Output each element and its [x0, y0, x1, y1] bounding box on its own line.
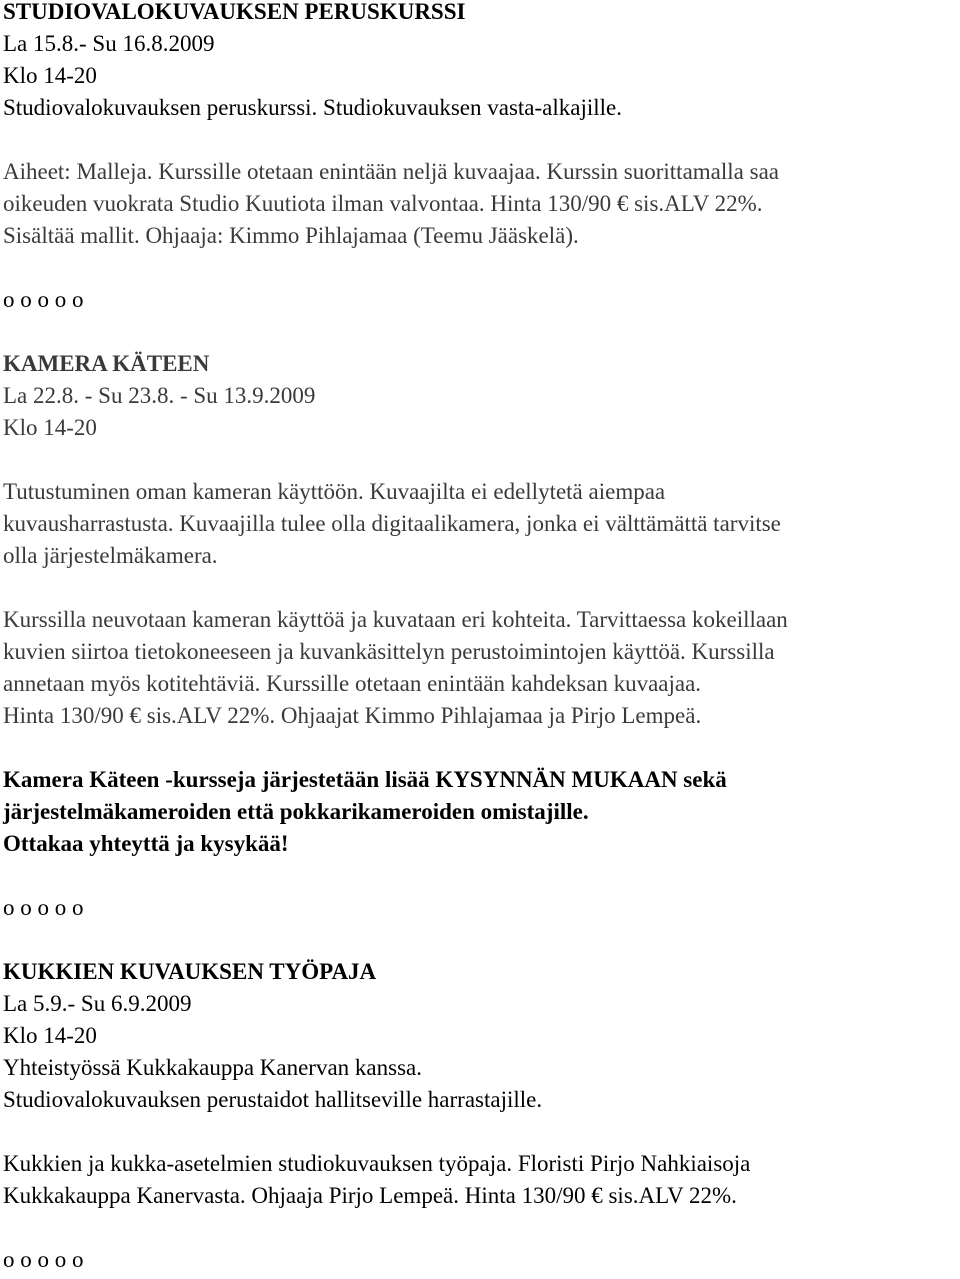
course-description-line: olla järjestelmäkamera. — [3, 543, 218, 568]
course-description-line: Aiheet: Malleja. Kurssille otetaan enintään neljä kuvaajaa. Kurssin suorittamalla saa — [3, 159, 779, 184]
course-camera-in-hand — [3, 348, 958, 860]
section-separator: o o o o o — [3, 287, 84, 312]
course-time: Klo 14-20 — [3, 1023, 97, 1048]
course-notice-line: järjestelmäkameroiden että pokkarikameroiden omistajille. — [3, 799, 589, 824]
course-description-line: Tutustuminen oman kameran käyttöön. Kuvaajilta ei edellytetä aiempaa — [3, 479, 666, 504]
course-dates: La 5.9.- Su 6.9.2009 — [3, 991, 192, 1016]
course-time: Klo 14-20 — [3, 63, 97, 88]
section-separator: o o o o o — [3, 1247, 84, 1272]
course-flower-photography-workshop — [3, 956, 958, 1212]
section-separator: o o o o o — [3, 895, 84, 920]
course-dates: La 15.8.- Su 16.8.2009 — [3, 31, 215, 56]
course-description-line: Kukkien ja kukka-asetelmien studiokuvauksen työpaja. Floristi Pirjo Nahkiaisoja — [3, 1151, 751, 1176]
course-intro: Studiovalokuvauksen peruskurssi. Studiokuvauksen vasta-alkajille. — [3, 95, 622, 120]
course-details-line: annetaan myös kotitehtäviä. Kurssille otetaan enintään kahdeksan kuvaajaa. — [3, 671, 702, 696]
course-intro-line: Yhteistyössä Kukkakauppa Kanervan kanssa. — [3, 1055, 422, 1080]
course-title: KAMERA KÄTEEN — [3, 351, 210, 376]
course-time: Klo 14-20 — [3, 415, 97, 440]
course-details-line: kuvien siirtoa tietokoneeseen ja kuvankäsittelyn perustoimintojen käyttöä. Kurssilla — [3, 639, 775, 664]
course-title: STUDIOVALOKUVAUKSEN PERUSKURSSI — [3, 0, 466, 24]
course-intro-line: Studiovalokuvauksen perustaidot hallitseville harrastajille. — [3, 1087, 543, 1112]
course-description-line: kuvausharrastusta. Kuvaajilla tulee olla digitaalikamera, jonka ei välttämättä tarvitse — [3, 511, 781, 536]
course-notice-line: Kamera Käteen -kursseja järjestetään lisää KYSYNNÄN MUKAAN sekä — [3, 767, 727, 792]
course-details-line: Kurssilla neuvotaan kameran käyttöä ja kuvataan eri kohteita. Tarvittaessa kokeillaan — [3, 607, 788, 632]
course-title: KUKKIEN KUVAUKSEN TYÖPAJA — [3, 959, 377, 984]
course-description-line: Sisältää mallit. Ohjaaja: Kimmo Pihlajamaa (Teemu Jääskelä). — [3, 223, 579, 248]
course-details-line: Hinta 130/90 € sis.ALV 22%. Ohjaajat Kimmo Pihlajamaa ja Pirjo Lempeä. — [3, 703, 702, 728]
course-description-line: Kukkakauppa Kanervasta. Ohjaaja Pirjo Lempeä. Hinta 130/90 € sis.ALV 22%. — [3, 1183, 737, 1208]
course-dates: La 22.8. - Su 23.8. - Su 13.9.2009 — [3, 383, 316, 408]
course-notice-line: Ottakaa yhteyttä ja kysykää! — [3, 831, 289, 856]
course-listing-document — [3, 0, 958, 1276]
course-studio-basics — [3, 0, 958, 252]
course-description-line: oikeuden vuokrata Studio Kuutiota ilman valvontaa. Hinta 130/90 € sis.ALV 22%. — [3, 191, 763, 216]
